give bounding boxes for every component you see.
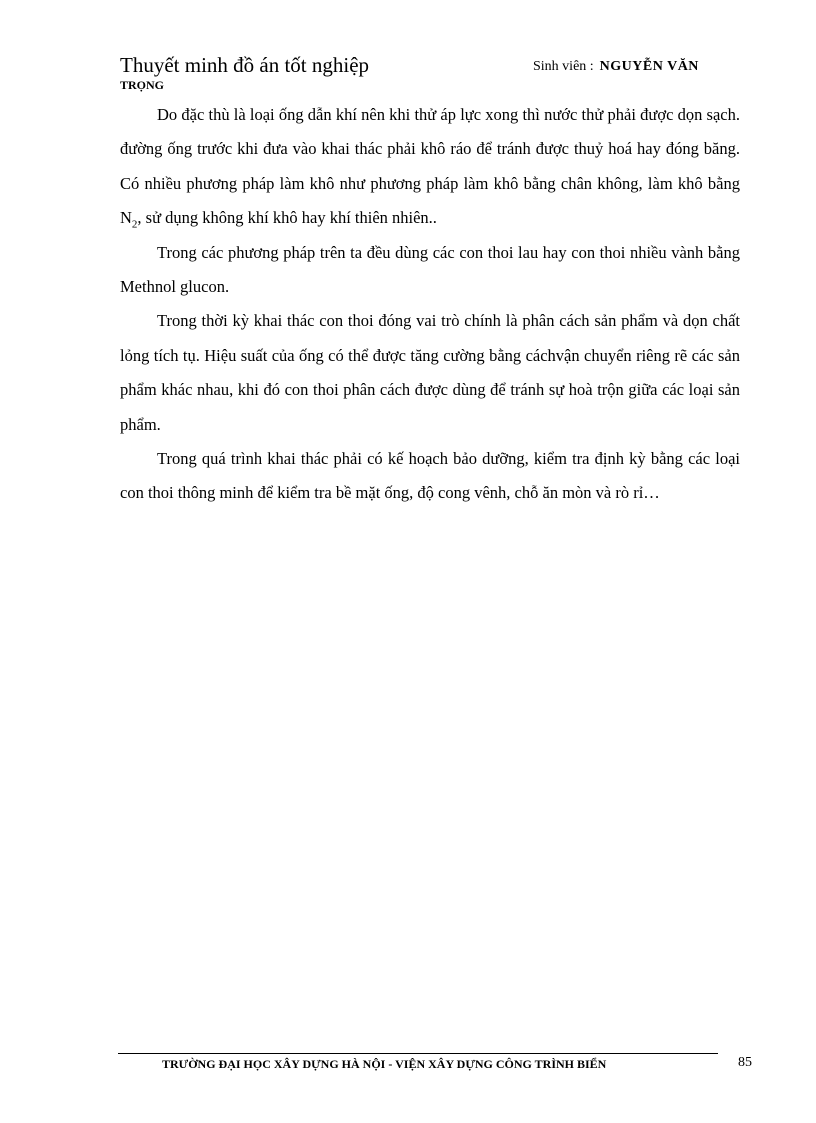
subscript: 2 bbox=[131, 218, 138, 231]
paragraph-text-after: , sử dụng không khí khô hay khí thiên nhiên.. bbox=[137, 208, 437, 228]
paragraph-text: Do đặc thù là loại ống dẫn khí nên khi thử áp lực xong thì nước thử phải được dọn sạch. đường ống trước khi đưa vào khai thác phải khô ráo để tránh được thuỷ hoá hay đóng băng. Có nhiều phương pháp làm khô như phương pháp làm khô bằng chân không, làm khô bằng N bbox=[120, 105, 740, 228]
paragraph: Trong các phương pháp trên ta đều dùng các con thoi lau hay con thoi nhiều vành bằng Methnol glucon. bbox=[120, 242, 740, 297]
paragraph: Trong quá trình khai thác phải có kế hoạch bảo dưỡng, kiểm tra định kỳ bằng các loại con thoi thông minh để kiểm tra bề mặt ống, độ cong vênh, chỗ ăn mòn và rò rỉ… bbox=[120, 449, 740, 503]
header-title: Thuyết minh đồ án tốt nghiệp bbox=[120, 53, 370, 77]
page-number: 85 bbox=[738, 1055, 752, 1070]
paragraph: Trong thời kỳ khai thác con thoi đóng vai trò chính là phân cách sản phẩm và dọn chất lỏng tích tụ. Hiệu suất của ống có thể được tăng cường bằng cáchvận chuyển riêng rẽ các sản phẩm khác nhau, khi đó con thoi phân cách được dùng để tránh sự hoà trộn giữa các loại sản phẩm. bbox=[120, 311, 740, 434]
footer-institution: TRƯỜNG ĐẠI HỌC XÂY DỰNG HÀ NỘI - VIỆN XÂY DỰNG CÔNG TRÌNH BIỂN bbox=[162, 1057, 607, 1071]
student-label: Sinh viên : bbox=[533, 59, 594, 74]
student-name-continuation: TRỌNG bbox=[120, 78, 165, 92]
paragraph bbox=[120, 98, 740, 236]
footer-rule bbox=[118, 1053, 718, 1054]
student-name: NGUYỄN VĂN bbox=[599, 59, 699, 74]
document-body bbox=[120, 98, 740, 511]
header-student bbox=[533, 58, 699, 76]
